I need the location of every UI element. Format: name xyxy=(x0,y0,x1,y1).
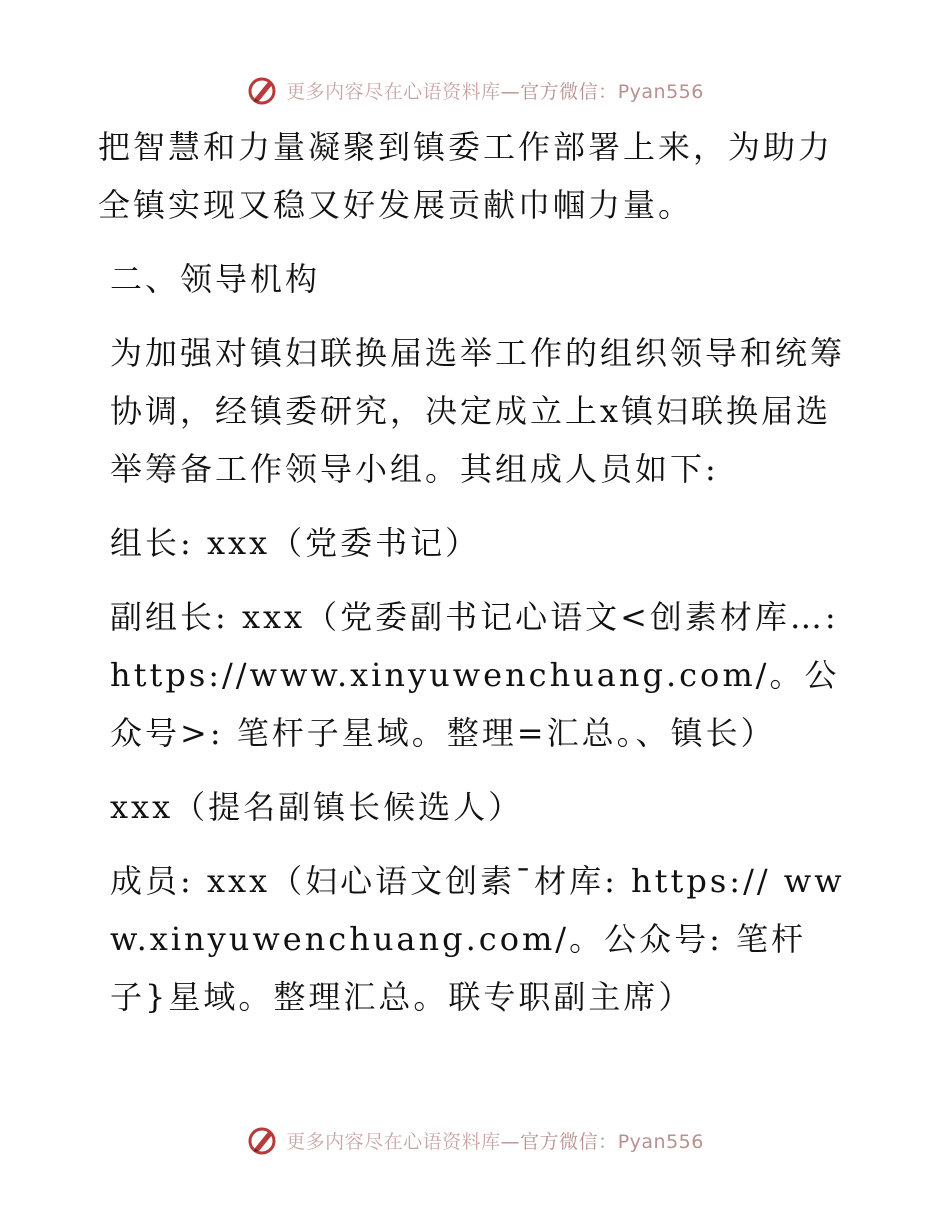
paragraph-group-establishment: 为加强对镇妇联换届选举工作的组织领导和统筹协调，经镇委研究，决定成立上x镇妇联换届选举筹备工作领导小组。其组成人员如下: xyxy=(110,334,846,488)
document-body xyxy=(98,118,858,1042)
banner-main-text: 更多内容尽在心语资料库 xyxy=(286,1130,501,1153)
banner-main-text: 更多内容尽在心语资料库 xyxy=(286,80,501,103)
paragraph-deputy-leader: 副组长: xxx（党委副书记心语文<创素材库…: https://www.xinyuwenchuang.com/。公众号>: 笔杆子星域。整理=汇总。、镇长） xyxy=(110,598,852,752)
paragraph-intro: 把智慧和力量凝聚到镇委工作部署上来，为助力全镇实现又稳又好发展贡献巾帼力量。 xyxy=(98,128,834,224)
pen-on-circle-icon xyxy=(246,74,278,106)
banner-wechat-id: Pyan556 xyxy=(617,1130,704,1153)
paragraph-group-leader: 组长: xxx（党委书记） xyxy=(110,524,481,562)
banner-text xyxy=(286,1127,704,1154)
header-banner-inner xyxy=(246,74,704,106)
banner-wechat-label: 官方微信： xyxy=(520,80,618,103)
paragraph-members: 成员: xxx（妇心语文创素¯材库: https:// www.xinyuwenchuang.com/。公众号: 笔杆子}星域。整理汇总。联专职副主席） xyxy=(110,862,845,1016)
banner-separator: — xyxy=(500,80,521,103)
footer-banner xyxy=(0,1120,950,1160)
paragraph-deputy-nominee: xxx（提名副镇长候选人） xyxy=(110,788,524,826)
section-heading-leadership: 二、领导机构 xyxy=(110,260,321,298)
footer-banner-inner xyxy=(246,1124,704,1156)
header-banner xyxy=(0,70,950,110)
pen-on-circle-icon xyxy=(246,1124,278,1156)
banner-separator: — xyxy=(500,1130,521,1153)
banner-text xyxy=(286,77,704,104)
banner-wechat-label: 官方微信： xyxy=(520,1130,618,1153)
banner-wechat-id: Pyan556 xyxy=(617,80,704,103)
